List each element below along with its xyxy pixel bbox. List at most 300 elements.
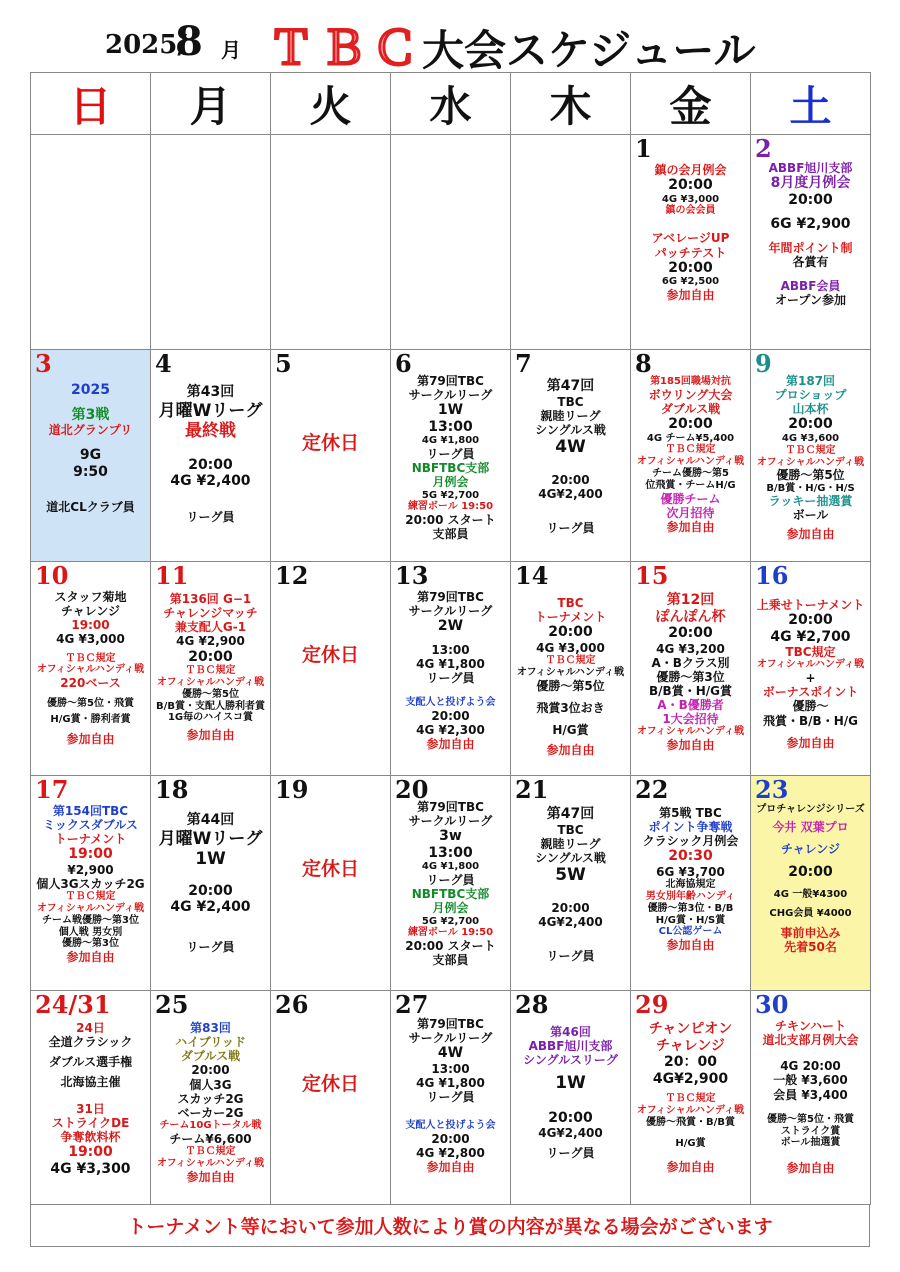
event-line: 優勝～第5位 (536, 678, 605, 693)
event-line: アベレージUP (651, 231, 730, 246)
day-number: 20 (395, 776, 429, 804)
event-line: 2W (437, 618, 464, 635)
event-line: 親睦リーグ (540, 836, 601, 851)
event-line: リーグ員 (546, 949, 595, 964)
event-line: 20:00 (188, 882, 233, 899)
event-line: オフィシャルハンディ戦 (756, 456, 865, 468)
event-line: 1W (555, 1073, 586, 1094)
title-month-suffix: 月 (221, 38, 241, 62)
event-line: リーグ員 (546, 521, 595, 536)
event-line: オフィシャルハンディ戦 (636, 1104, 745, 1116)
event-line: 第44回 (186, 812, 235, 828)
event-line: 20:00 (668, 259, 713, 276)
day-15 (631, 562, 751, 776)
event-line: チャレンジ (656, 1037, 725, 1054)
event-line: 4G ¥2,400 (170, 899, 251, 916)
event-line: 最終戦 (185, 420, 236, 441)
day-number: 8 (635, 350, 652, 378)
event-line: 参加自由 (666, 938, 715, 953)
event-line: 男女別年齢ハンディ (645, 890, 736, 902)
event-line: ABBF旭川支部 (768, 161, 853, 175)
event-line: 20:00 (191, 1063, 230, 1078)
day-18 (151, 776, 271, 991)
event-line: ¥2,900 (67, 862, 114, 877)
event-line: 8月度月例会 (770, 175, 851, 192)
event-line: 4G¥2,400 (538, 1126, 603, 1141)
event-line: チャレンジマッチ (163, 606, 258, 621)
event-line: シングルス戦 (535, 422, 606, 437)
day-5 (271, 350, 391, 562)
day-7 (511, 350, 631, 562)
event-line: 4G ¥3,200 (656, 641, 725, 656)
day-17 (31, 776, 151, 991)
day-24-31 (31, 991, 151, 1205)
event-line: 20:00 (788, 416, 833, 433)
closed-label: 定休日 (301, 644, 359, 666)
event-line: 参加自由 (666, 288, 715, 303)
event-line: 4G ¥1,800 (421, 861, 480, 873)
title-month: 8 (175, 18, 203, 65)
day-8 (631, 350, 751, 562)
event-line: 4G ¥2,300 (416, 723, 485, 738)
event-line: 第185回職場対抗 (650, 376, 731, 387)
day-14 (511, 562, 631, 776)
event-line: 13:00 (431, 1061, 470, 1076)
day-number: 27 (395, 991, 429, 1019)
day-27 (391, 991, 511, 1205)
event-line: 1G毎のハイスコ賞 (167, 712, 254, 724)
event-line: 優勝～第5位 (776, 468, 845, 483)
event-line: 4G ¥2,900 (176, 634, 245, 649)
event-line: 第79回TBC (417, 1017, 484, 1031)
day-23 (751, 776, 871, 991)
event-line: ABBF旭川支部 (528, 1039, 613, 1054)
event-line: 道北グランプリ (48, 423, 133, 438)
event-line: ＴＢＣ規定 (65, 652, 116, 664)
event-line: 次月招待 (666, 505, 715, 520)
event-line: 4W (555, 436, 586, 457)
event-line: プロショップ (774, 388, 847, 403)
event-line: サークルリーグ (408, 814, 493, 829)
event-line: チーム戦優勝～第3位 (42, 914, 139, 926)
day-28 (511, 991, 631, 1205)
day-number: 26 (275, 991, 309, 1019)
event-line: TBC規定 (785, 645, 836, 660)
event-line: 第47回 (546, 378, 595, 394)
event-line: 優勝～ (792, 699, 829, 714)
event-line: 第12回 (666, 592, 715, 608)
event-line: オフィシャルハンディ戦 (756, 659, 865, 671)
event-line: ＴＢＣ規定 (785, 444, 836, 456)
event-line: ボール (792, 508, 829, 523)
event-line: 20:00 (431, 709, 470, 724)
event-line: 月曜Wリーグ (158, 828, 263, 849)
event-line: TBC (557, 596, 584, 610)
event-line: 飛賞・B/B・H/G (763, 713, 858, 728)
day-number: 22 (635, 776, 669, 804)
event-line: シングルスリーグ (523, 1053, 618, 1068)
closed-label: 定休日 (301, 432, 359, 454)
event-line: 4G ¥3,600 (781, 432, 840, 444)
weekday-wed: 水 (391, 73, 511, 135)
event-line: 9:50 (73, 463, 108, 480)
event-line: 20:00 (188, 648, 233, 665)
event-line: 支部員 (432, 953, 469, 968)
day-number: 6 (395, 350, 412, 378)
event-line: 参加自由 (786, 735, 835, 750)
event-line: オフィシャルハンディ戦 (36, 664, 145, 676)
event-line: 優勝～第5位・飛賞 (767, 1113, 854, 1125)
day-4 (151, 350, 271, 562)
event-line: ぽんぽん杯 (655, 608, 726, 625)
event-line: オフィシャルハンディ戦 (516, 666, 625, 678)
event-line: 優勝～第3位 (62, 938, 119, 950)
event-line: ポイント争奪戦 (648, 820, 733, 835)
event-line: 第83回 (190, 1021, 231, 1035)
day-number: 14 (515, 562, 549, 590)
event-line: 練習ボール 19:50 (407, 927, 494, 939)
event-line: 参加自由 (666, 738, 715, 753)
event-line: 20:00 (788, 612, 833, 629)
event-line: 第5戦 TBC (659, 806, 722, 820)
event-line: 20:00 (668, 625, 713, 642)
event-line: 月例会 (432, 901, 469, 916)
event-line: 3w (439, 828, 462, 845)
event-line: 4G 20:00 (780, 1059, 841, 1074)
day-6 (391, 350, 511, 562)
event-line: ダブルス戦 (180, 1049, 241, 1064)
event-line: ＴＢＣ規定 (65, 891, 116, 903)
day-number: 13 (395, 562, 429, 590)
event-line: B/B賞・H/G・H/S (766, 482, 855, 494)
event-line: 山本杯 (792, 402, 829, 417)
day-number: 29 (635, 991, 669, 1019)
event-line: ＴＢＣ規定 (545, 654, 596, 666)
event-line: ダブルス戦 (660, 401, 721, 416)
event-line: 9G (79, 447, 102, 464)
event-line: 20:30 (668, 848, 713, 865)
event-line: 第46回 (550, 1025, 591, 1039)
event-line: 今井 双葉プロ (772, 819, 849, 834)
event-line: 4W (437, 1045, 464, 1062)
day-25 (151, 991, 271, 1205)
event-line: + (805, 671, 816, 686)
event-line: 全道クラシック (48, 1035, 133, 1050)
day-26 (271, 991, 391, 1205)
event-line: 第187回 (785, 374, 836, 388)
event-line: ボウリング大会 (648, 387, 733, 402)
event-line: 第154回TBC (52, 804, 129, 818)
event-line: NBFTBC支部 (411, 461, 490, 476)
event-line: A・Bクラス別 (651, 655, 730, 670)
event-line: 月例会 (432, 475, 469, 490)
event-line: 優勝～飛賞・B/B賞 (646, 1116, 735, 1128)
event-line: 4G¥2,900 (652, 1070, 729, 1087)
event-line: 北海協規定 (665, 879, 716, 891)
event-line: チャンピオン (648, 1021, 733, 1037)
event-line: ラッキー抽選賞 (768, 494, 853, 509)
day-number: 23 (755, 776, 789, 804)
event-line: 個人3G (189, 1077, 232, 1092)
event-line: 6G ¥2,900 (770, 216, 851, 233)
event-line: オフィシャルハンディ戦 (156, 676, 265, 688)
event-line: スタッフ菊地 (54, 590, 127, 604)
event-line: 参加自由 (546, 743, 595, 758)
event-line: 20:00 (551, 901, 590, 916)
day-number: 28 (515, 991, 549, 1019)
event-line: 4G ¥1,800 (416, 1075, 485, 1090)
event-line: クラシック月例会 (642, 834, 739, 849)
day-9 (751, 350, 871, 562)
event-line: 参加自由 (426, 1160, 475, 1175)
event-line: 4G¥2,400 (538, 487, 603, 502)
event-line: 第47回 (546, 806, 595, 822)
event-line: パッチテスト (654, 245, 727, 260)
day-1 (631, 135, 751, 350)
event-line: 31日 (76, 1101, 105, 1116)
event-line: 13:00 (428, 418, 473, 435)
event-line: 4G ¥1,800 (421, 435, 480, 447)
event-line: 1大会招待 (662, 712, 719, 727)
weekday-thu: 木 (511, 73, 631, 135)
event-line: オフィシャルハンディ戦 (36, 903, 145, 915)
event-line: リーグ員 (186, 939, 235, 954)
event-line: 鎮の会月例会 (654, 163, 727, 177)
event-line: チーム優勝～第5 (652, 468, 729, 480)
event-line: ＴＢＣ規定 (665, 444, 716, 456)
event-line: サークルリーグ (408, 1031, 493, 1046)
event-line: 個人3Gスカッチ2G (36, 877, 145, 892)
event-line: 20:00 (188, 456, 233, 473)
event-line: 参加自由 (666, 1160, 715, 1175)
event-line: 20:00 (788, 191, 833, 208)
day-number: 19 (275, 776, 309, 804)
event-line: 年間ポイント制 (768, 240, 853, 255)
event-line: リーグ員 (426, 1090, 475, 1105)
event-line: 参加自由 (786, 526, 835, 541)
event-line: 20:00 スタート (405, 939, 496, 954)
event-line: 20:00 (548, 624, 593, 641)
event-line: 19:00 (71, 618, 110, 633)
day-number: 10 (35, 562, 69, 590)
event-line: 争奪飲料杯 (60, 1129, 121, 1144)
event-line: リーグ員 (426, 873, 475, 888)
event-line: 先着50名 (784, 940, 837, 955)
weekday-tue: 火 (271, 73, 391, 135)
event-line: 優勝～第3位 (656, 669, 725, 684)
event-line: 上乗せトーナメント (756, 598, 865, 612)
event-line: 13:00 (428, 844, 473, 861)
weekday-sun: 日 (31, 73, 151, 135)
weekday-fri: 金 (631, 73, 751, 135)
event-line: リーグ員 (426, 447, 475, 462)
event-line: 19:00 (68, 846, 113, 863)
event-line: サークルリーグ (408, 604, 493, 619)
event-line: 第79回TBC (417, 590, 484, 604)
event-line: B/B賞・支配人勝利者賞 (156, 700, 265, 712)
weekday-sat: 土 (751, 73, 871, 135)
event-line: サークルリーグ (408, 388, 493, 403)
event-line: ＴＢＣ規定 (665, 1093, 716, 1105)
event-line: 支部員 (432, 527, 469, 542)
day-10 (31, 562, 151, 776)
event-line: 道北CLクラブ員 (46, 500, 135, 515)
event-line: NBFTBC支部 (411, 887, 490, 902)
day-number: 17 (35, 776, 69, 804)
title-tbc-logo: ＴＢＣ (268, 21, 424, 75)
day-16 (751, 562, 871, 776)
event-line: 道北支部月例大会 (762, 1033, 859, 1048)
day-number: 1 (635, 135, 652, 163)
event-line: リーグ員 (426, 671, 475, 686)
event-line: ダブルス選手権 (48, 1055, 133, 1070)
event-line: 支配人と投げよう会 (405, 1120, 496, 1132)
calendar-grid (30, 72, 871, 1205)
event-line: ストライクDE (51, 1115, 130, 1130)
event-line: 参加自由 (66, 950, 115, 965)
event-line: 鎮の会会員 (665, 205, 716, 217)
event-line: スカッチ2G (177, 1091, 244, 1106)
event-line: 20：00 (664, 1054, 717, 1071)
calendar-title (0, 0, 900, 75)
event-line: 20:00 (431, 1132, 470, 1147)
event-line: 2025 (71, 382, 110, 398)
event-line: 5G ¥2,700 (421, 489, 480, 501)
event-line: 20:00 (551, 473, 590, 488)
event-line: H/G賞 (675, 1138, 706, 1150)
day-number: 7 (515, 350, 532, 378)
event-line: 優勝～第3位・B/B (647, 902, 734, 914)
event-line: 220ベース (60, 676, 121, 691)
event-line: 個人戦 男女別 (58, 926, 123, 938)
event-line: ボーナスポイント (762, 685, 859, 700)
day-number: 16 (755, 562, 789, 590)
event-line: 月曜Wリーグ (158, 400, 263, 421)
day-number: 9 (755, 350, 772, 378)
event-line: 5W (555, 864, 586, 885)
event-line: シングルス戦 (535, 850, 606, 865)
event-line: ＴＢＣ規定 (185, 1146, 236, 1158)
event-line: 4G ¥3,000 (56, 632, 125, 647)
event-line: オープン参加 (775, 293, 846, 308)
event-line: 親睦リーグ (540, 408, 601, 423)
event-line: B/B賞・H/G賞 (649, 684, 732, 699)
event-line: ABBF会員 (780, 279, 841, 294)
event-line: チーム¥6,600 (169, 1131, 252, 1146)
closed-label: 定休日 (301, 858, 359, 880)
day-22 (631, 776, 751, 991)
event-line: 北海協主催 (60, 1075, 121, 1090)
event-line: トーナメント (534, 610, 607, 625)
event-line: 6G ¥3,700 (656, 864, 725, 879)
event-line: 1W (195, 848, 226, 869)
day-number: 25 (155, 991, 189, 1019)
day-3 (31, 350, 151, 562)
day-number: 18 (155, 776, 189, 804)
day-empty (151, 135, 271, 350)
weekday-mon: 月 (151, 73, 271, 135)
event-line: 20:00 (548, 1109, 593, 1126)
day-number: 24/31 (35, 991, 111, 1019)
event-line: 4G ¥2,400 (170, 473, 251, 490)
event-line: オフィシャルハンディ戦 (636, 456, 745, 468)
day-19 (271, 776, 391, 991)
event-line: 4G¥2,400 (538, 915, 603, 930)
event-line: H/G賞・H/S賞 (655, 914, 726, 926)
event-line: 20:00 (668, 416, 713, 433)
event-line: ミックスダブルス (43, 818, 138, 833)
day-11 (151, 562, 271, 776)
event-line: 優勝チーム (660, 491, 721, 506)
event-line: 参加自由 (186, 728, 235, 743)
day-number: 3 (35, 350, 52, 378)
event-line: 13:00 (431, 642, 470, 657)
event-line: チキンハート (774, 1019, 847, 1033)
event-line: 参加自由 (186, 1169, 235, 1184)
event-line: 事前申込み (780, 926, 841, 941)
event-line: 第136回 G−1 (169, 592, 252, 606)
day-number: 2 (755, 135, 772, 163)
day-empty (31, 135, 151, 350)
event-line: 参加自由 (426, 737, 475, 752)
event-line: 20:00 (788, 864, 833, 881)
day-empty (271, 135, 391, 350)
event-line: リーグ員 (546, 1146, 595, 1161)
event-line: 支配人と投げよう会 (405, 697, 496, 709)
event-line: 4G ¥2,700 (770, 628, 851, 645)
event-line: 飛賞3位おき (536, 700, 605, 715)
event-line: 第43回 (186, 384, 235, 400)
event-line: H/G賞・勝利者賞 (50, 714, 131, 726)
event-line: 4G ¥1,800 (416, 656, 485, 671)
event-line: 一般 ¥3,600 (773, 1073, 848, 1088)
day-20 (391, 776, 511, 991)
event-line: 4G ¥3,300 (50, 1160, 131, 1177)
event-line: 第79回TBC (417, 374, 484, 388)
event-line: 4G ¥3,000 (661, 193, 720, 205)
event-line: 参加自由 (66, 731, 115, 746)
event-line: 兼支配人G-1 (174, 620, 247, 635)
event-line: 20:00 (668, 177, 713, 194)
event-line: 4G 一般¥4300 (773, 888, 848, 900)
event-line: 優勝～第5位 (182, 688, 239, 700)
event-line: 位飛賞・チームH/G (645, 479, 736, 491)
event-line: 練習ボール 19:50 (407, 501, 494, 513)
event-line: プロチャレンジシリーズ (756, 804, 865, 815)
event-line: 4G ¥3,000 (536, 640, 605, 655)
event-line: 会員 ¥3,400 (773, 1087, 848, 1102)
title-schedule: 大会スケジュール (422, 26, 756, 75)
event-line: 各賞有 (792, 254, 829, 269)
event-line: 4G ¥2,800 (416, 1146, 485, 1161)
event-line: 6G ¥2,500 (661, 276, 720, 288)
event-line: オフィシャルハンディ戦 (156, 1157, 265, 1169)
event-line: 5G ¥2,700 (421, 915, 480, 927)
event-line: CHG会員 ¥4000 (769, 908, 852, 920)
event-line: ＴＢＣ規定 (185, 665, 236, 677)
day-2 (751, 135, 871, 350)
event-line: TBC (557, 394, 584, 409)
event-line: H/G賞 (552, 722, 589, 737)
event-line: 参加自由 (786, 1161, 835, 1176)
event-line: 第3戦 (71, 406, 110, 423)
footer-notice: トーナメント等において参加人数により賞の内容が異なる場会がございます (30, 1205, 870, 1247)
event-line: チャレンジ (780, 841, 841, 856)
event-line: トーナメント (54, 832, 127, 847)
day-21 (511, 776, 631, 991)
event-line: 20:00 スタート (405, 513, 496, 528)
day-empty (511, 135, 631, 350)
